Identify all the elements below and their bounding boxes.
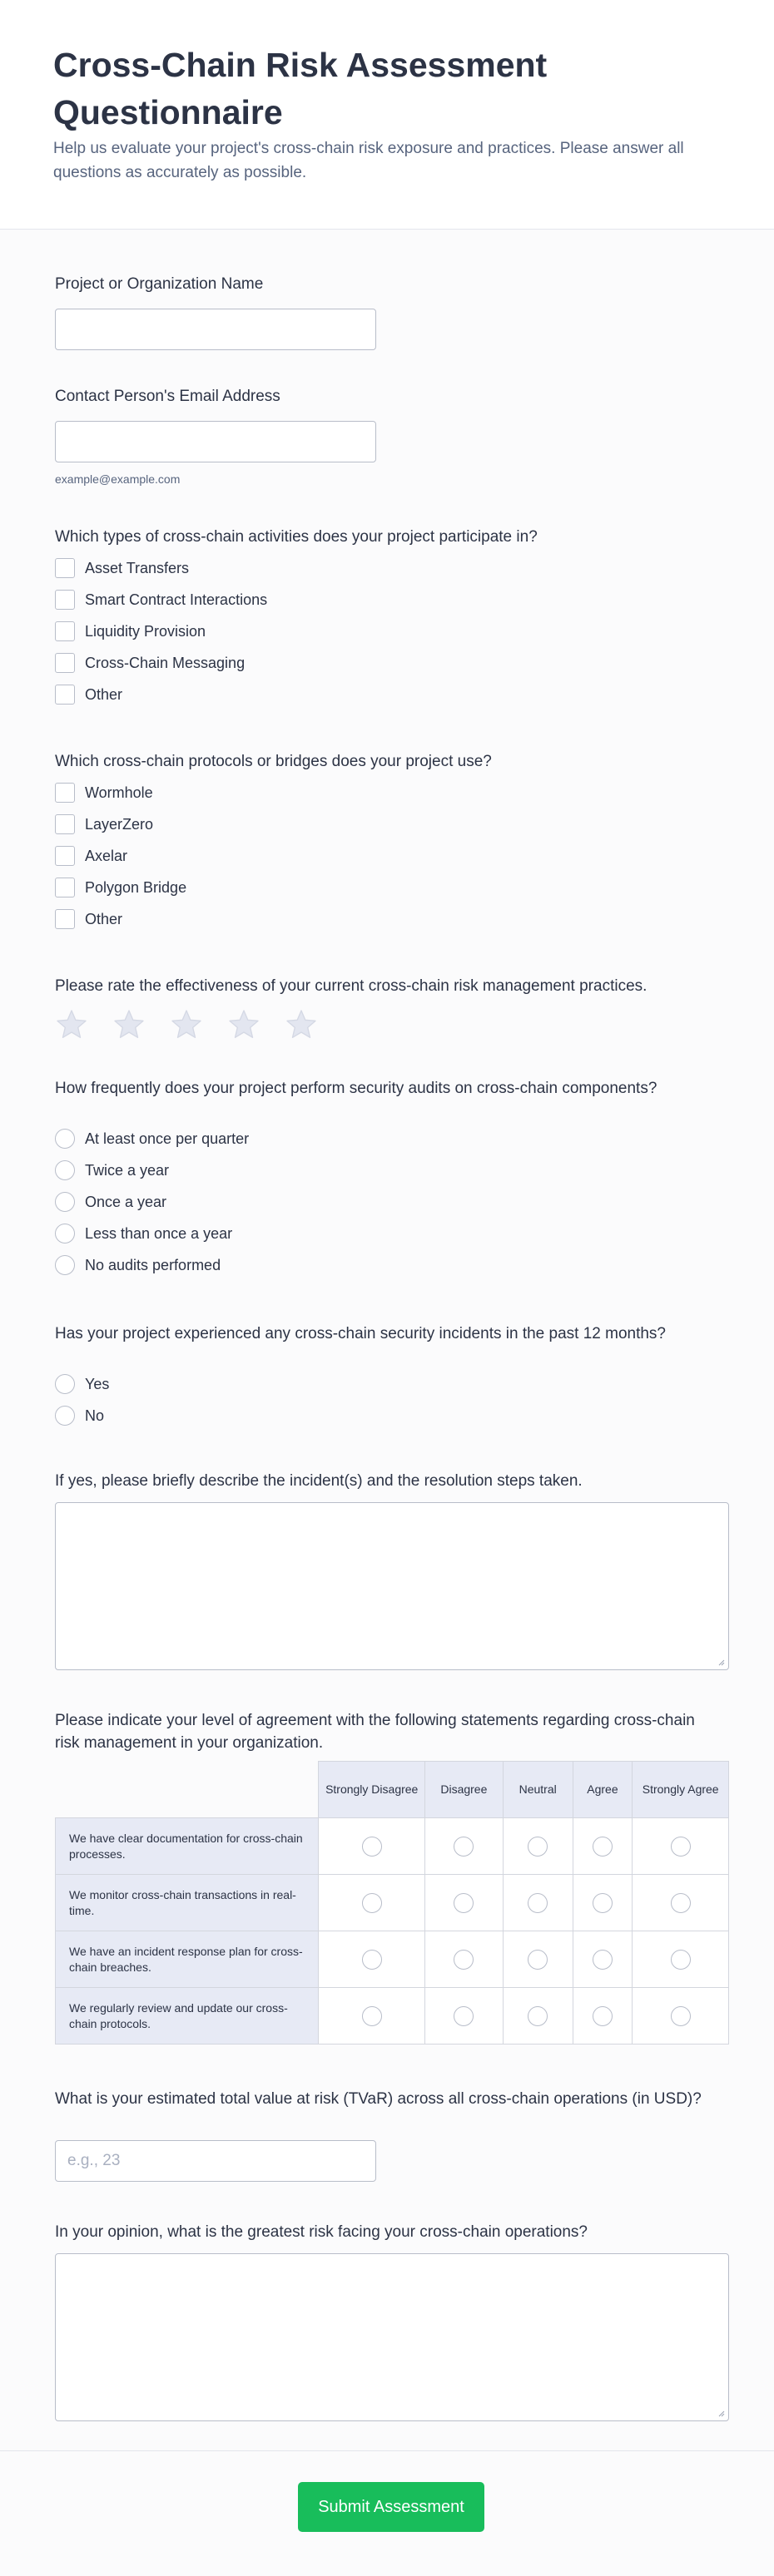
question-label: Which cross-chain protocols or bridges does your project use? (55, 753, 492, 770)
resize-grip-icon[interactable] (717, 2409, 725, 2417)
option-label: LayerZero (85, 815, 154, 833)
option-label: No audits performed (85, 1256, 221, 1273)
matrix-radio[interactable] (454, 1893, 474, 1913)
option-label: Liquidity Provision (85, 622, 206, 640)
question-agreement-matrix (55, 1709, 729, 2030)
tvar-input[interactable] (55, 2140, 376, 2182)
star-icon[interactable] (112, 1008, 146, 1041)
radio-option[interactable] (55, 1191, 166, 1213)
checkbox-option[interactable] (55, 557, 189, 579)
matrix-radio[interactable] (362, 1950, 382, 1970)
checkbox-option[interactable] (55, 684, 122, 705)
option-label: Other (85, 685, 123, 703)
radio-option[interactable] (55, 1223, 232, 1244)
matrix-column-header: Strongly Disagree (319, 1762, 425, 1818)
matrix-radio[interactable] (671, 1950, 691, 1970)
incident-description-textarea[interactable] (55, 1502, 729, 1670)
checkbox[interactable] (55, 685, 75, 705)
matrix-radio[interactable] (454, 1837, 474, 1857)
checkbox[interactable] (55, 621, 75, 641)
matrix-header-row (56, 1762, 729, 1818)
option-label: Axelar (85, 847, 128, 864)
option-label: Asset Transfers (85, 559, 190, 576)
form-title: Cross-Chain Risk Assessment Questionnaire (53, 46, 548, 131)
matrix-corner (56, 1762, 319, 1818)
checkbox[interactable] (55, 814, 75, 834)
project-name-input[interactable] (55, 309, 376, 350)
question-label: Please rate the effectiveness of your current cross-chain risk management practices. (55, 977, 647, 995)
matrix-row-label: We regularly review and update our cross-chain protocols. (56, 1988, 319, 2044)
question-label: Please indicate your level of agreement with the following statements regarding cross-chain risk management in your organization. (55, 1712, 695, 1752)
matrix-column-header: Agree (573, 1762, 633, 1818)
question-label: Which types of cross-chain activities does your project participate in? (55, 528, 538, 546)
radio-option[interactable] (55, 1128, 249, 1150)
email-input[interactable] (55, 421, 376, 462)
submit-button[interactable]: Submit Assessment (298, 2482, 484, 2532)
radio[interactable] (55, 1406, 75, 1426)
radio[interactable] (55, 1192, 75, 1212)
radio[interactable] (55, 1374, 75, 1394)
matrix-radio[interactable] (528, 1893, 548, 1913)
question-label: How frequently does your project perform security audits on cross-chain components? (55, 1080, 657, 1097)
star-icon[interactable] (170, 1008, 203, 1041)
star-icon[interactable] (285, 1008, 318, 1041)
star-icon[interactable] (227, 1008, 260, 1041)
option-label: No (85, 1407, 105, 1424)
radio[interactable] (55, 1224, 75, 1244)
question-tvar (55, 2088, 729, 2169)
option-label: At least once per quarter (85, 1130, 250, 1147)
matrix-radio[interactable] (593, 1837, 613, 1857)
radio[interactable] (55, 1255, 75, 1275)
question-incidents (55, 1323, 729, 1424)
radio-option[interactable] (55, 1405, 104, 1426)
matrix-radio[interactable] (593, 1893, 613, 1913)
greatest-risk-textarea[interactable] (55, 2253, 729, 2421)
matrix-row (56, 1931, 729, 1988)
checkbox-option[interactable] (55, 652, 245, 674)
question-label: If yes, please briefly describe the incident(s) and the resolution steps taken. (55, 1472, 583, 1490)
checkbox[interactable] (55, 558, 75, 578)
question-protocols (55, 750, 729, 927)
option-label: Twice a year (85, 1161, 170, 1179)
checkbox[interactable] (55, 590, 75, 610)
form-description: Help us evaluate your project's cross-chain risk exposure and practices. Please answer all questions as accurately as possible. (53, 140, 684, 181)
tvar-placeholder: e.g., 23 (67, 2152, 121, 2169)
checkbox[interactable] (55, 653, 75, 673)
radio-option[interactable] (55, 1373, 109, 1395)
email-sublabel: example@example.com (55, 472, 181, 486)
radio-option[interactable] (55, 1254, 221, 1276)
form-header (0, 0, 774, 230)
question-activities (55, 526, 729, 703)
checkbox[interactable] (55, 846, 75, 866)
question-label: What is your estimated total value at risk (TVaR) across all cross-chain operations (in USD)? (55, 2090, 702, 2108)
radio[interactable] (55, 1129, 75, 1149)
matrix-radio[interactable] (671, 2006, 691, 2026)
question-project-name (55, 273, 729, 295)
matrix-row (56, 1818, 729, 1875)
matrix-radio[interactable] (454, 2006, 474, 2026)
matrix-row-label: We monitor cross-chain transactions in real-time. (56, 1875, 319, 1931)
option-label: Cross-Chain Messaging (85, 654, 246, 671)
matrix-row-label: We have an incident response plan for cross-chain breaches. (56, 1931, 319, 1988)
radio[interactable] (55, 1160, 75, 1180)
resize-grip-icon[interactable] (717, 1658, 725, 1666)
matrix-column-header: Strongly Agree (633, 1762, 729, 1818)
checkbox-option[interactable] (55, 782, 153, 803)
matrix-radio[interactable] (593, 2006, 613, 2026)
checkbox[interactable] (55, 878, 75, 897)
checkbox-option[interactable] (55, 621, 206, 642)
option-label: Yes (85, 1375, 110, 1392)
option-label: Smart Contract Interactions (85, 591, 268, 608)
matrix-column-header: Disagree (424, 1762, 503, 1818)
question-rating (55, 975, 729, 997)
checkbox-option[interactable] (55, 877, 186, 898)
question-email (55, 385, 729, 486)
matrix-radio[interactable] (593, 1950, 613, 1970)
question-label: Has your project experienced any cross-chain security incidents in the past 12 months? (55, 1325, 666, 1342)
matrix-row-label: We have clear documentation for cross-chain processes. (56, 1818, 319, 1875)
matrix-row (56, 1988, 729, 2044)
matrix-radio[interactable] (362, 1893, 382, 1913)
checkbox[interactable] (55, 909, 75, 929)
star-rating (55, 1008, 342, 1041)
checkbox-option[interactable] (55, 845, 127, 867)
agreement-matrix-table (55, 1761, 729, 2044)
matrix-radio[interactable] (362, 1837, 382, 1857)
matrix-radio[interactable] (454, 1950, 474, 1970)
checkbox-option[interactable] (55, 813, 153, 835)
option-label: Once a year (85, 1193, 167, 1210)
question-label: Contact Person's Email Address (55, 388, 280, 405)
option-label: Polygon Bridge (85, 878, 187, 896)
form-footer (0, 2450, 774, 2576)
matrix-radio[interactable] (671, 1893, 691, 1913)
option-label: Less than once a year (85, 1224, 233, 1242)
matrix-radio[interactable] (528, 2006, 548, 2026)
matrix-radio[interactable] (528, 1837, 548, 1857)
checkbox[interactable] (55, 783, 75, 803)
checkbox-option[interactable] (55, 589, 267, 611)
question-audits (55, 1077, 729, 1273)
matrix-radio[interactable] (362, 2006, 382, 2026)
question-describe-incident (55, 1470, 729, 1492)
star-icon[interactable] (55, 1008, 88, 1041)
matrix-radio[interactable] (671, 1837, 691, 1857)
question-label: In your opinion, what is the greatest risk facing your cross-chain operations? (55, 2223, 588, 2241)
matrix-row (56, 1875, 729, 1931)
matrix-column-header: Neutral (503, 1762, 573, 1818)
question-label: Project or Organization Name (55, 275, 264, 293)
option-label: Wormhole (85, 784, 153, 801)
radio-option[interactable] (55, 1159, 169, 1181)
checkbox-option[interactable] (55, 908, 122, 930)
matrix-radio[interactable] (528, 1950, 548, 1970)
option-label: Other (85, 910, 123, 927)
question-greatest-risk (55, 2221, 729, 2243)
